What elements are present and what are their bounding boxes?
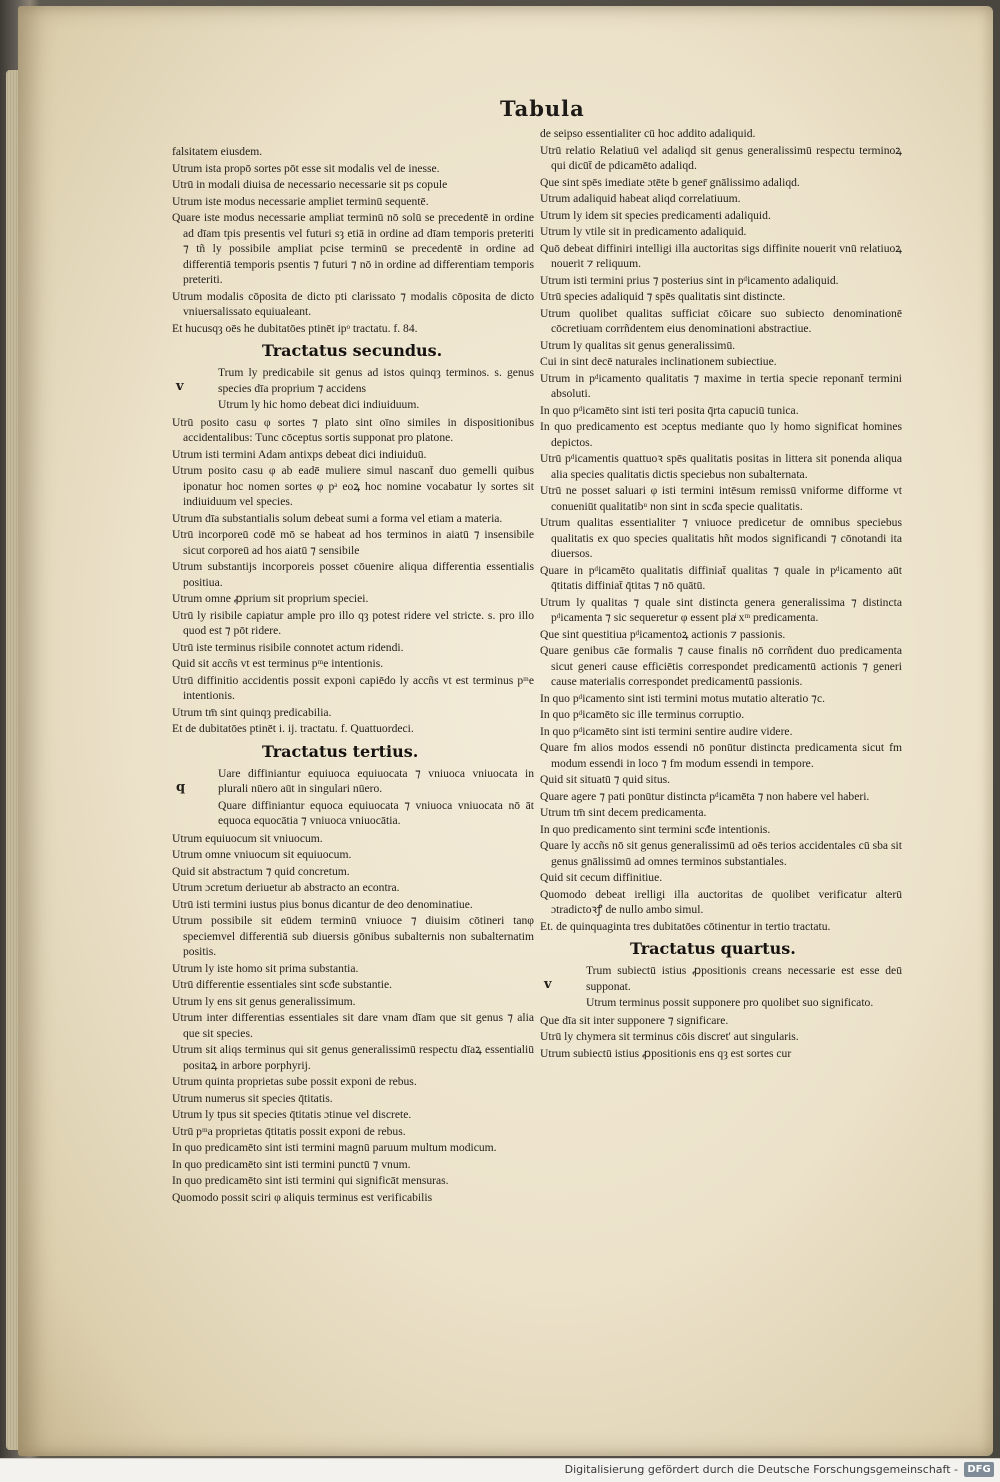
index-entry: In quo pᵈicamēto sint isti teri posita q̄rta capuciū tunica.: [540, 403, 799, 417]
index-entry: Quare diffiniantur equoca equiuocata ⁊ vniuoca vniuocata nō āt equoca equocātia ⁊ vniuoca vniuocātia.: [218, 798, 534, 827]
tract2-entries: [172, 415, 534, 737]
index-entry: In quo pᵈicamēto sint isti termini sentire audire videre.: [540, 724, 793, 738]
index-entry: Et. de quinquaginta tres dubitatōes cōtinentur in tertio tractatu.: [540, 919, 831, 933]
index-entry: Uare diffiniantur equiuoca equiuocata ⁊ vniuoca vniuocata in plurali nūero aūt in singulari nūero.: [218, 766, 534, 795]
index-entry: Utrum ly tpus sit species q̄titatis ɔtinue vel discrete.: [172, 1108, 412, 1121]
tract4-opening: [540, 963, 902, 1011]
index-entry: Utrum possibile sit eūdem terminū vniuoce ⁊ diuisim cōtineri tanφ speciemvel differentiā sub diuersis gōnibus subalternis non subalternatim positis.: [172, 914, 534, 958]
index-entry: Utrum ly vtile sit in predicamento adaliquid.: [540, 225, 747, 238]
index-entry: Utrum isti termini Adam antixps debeat dici indiuiduū.: [172, 447, 427, 461]
index-entry: Utrum ly ens sit genus generalissimum.: [172, 994, 356, 1008]
tract4-entries: [540, 1013, 902, 1062]
index-entry: Utrum tm̄ sint quinqȝ predicabilia.: [172, 705, 332, 719]
index-entry: Utrum dīa substantialis solum debeat sumi a forma vel etiam a materia.: [172, 511, 503, 525]
tract3-initial: q: [176, 779, 186, 795]
index-entry: Que sint spēs imediate ɔtēte b gener̄ gnālissimo adaliqd.: [540, 175, 800, 189]
tract3-entries: [172, 831, 534, 1206]
index-entry: Utrum adaliquid habeat aliqd correlatiuum.: [540, 192, 741, 205]
index-entry: Utrum iste modus necessarie ampliet terminū sequentē.: [172, 194, 429, 208]
index-entry: Utrum omne ꝓprium sit proprium speciei.: [172, 592, 369, 605]
index-entry: Quid sit situatū ⁊ quid situs.: [540, 773, 671, 786]
index-entry: Quid sit cecum diffinitiue.: [540, 871, 663, 884]
tract4-heading: Tractatus quartus.: [630, 939, 796, 958]
index-entry: Utrum sit aliqs terminus qui sit genus generalissimū respectu dīaꝝ essentialiū positaꝝ in arbore porphyrij.: [172, 1043, 534, 1072]
index-entry: Utrum quolibet qualitas sufficiat cōicare suo subiecto denominationē cōcretiuam corrñdentem eius denominationi abstractiue.: [540, 306, 902, 335]
index-entry: Utrum qualitas essentialiter ⁊ vniuoce predicetur de omnibus speciebus qualitatis ex quo species qualitatis hñt modos significandi ⁊ cōnotandi ita diuersos.: [540, 516, 902, 560]
index-entry: Utrum numerus sit species q̄titatis.: [172, 1091, 333, 1105]
index-entry: Utrū diffinitio accidentis possit exponi capiēdo ly accñs vt est terminus pᵐe intentionis.: [172, 673, 534, 702]
index-entry: falsitatem eiusdem.: [172, 145, 263, 158]
running-head: Tabula: [500, 96, 585, 121]
index-entry: Que sint questitiua pᵈicamentoꝝ actionis ⁊ passionis.: [540, 627, 786, 641]
index-entry: Quid sit accñs vt est terminus pᵐe intentionis.: [172, 657, 384, 670]
index-entry: Utrū in modali diuisa de necessario necessarie sit ps copule: [172, 178, 448, 191]
index-entry: Utrum subiectū istius ꝓpositionis ens qȝ est sortes cur: [540, 1046, 792, 1060]
left-intro-list: [172, 144, 534, 336]
index-entry: Utrum in pᵈicamento qualitatis ⁊ maxime in tertia specie reponant̄ termini absoluti.: [540, 371, 902, 400]
index-entry: Utrū relatio Relatiuū vel adaliqd sit genus generalissimū respectu terminoꝝ qui dicūt̄ de pdicamēto adaliqd.: [540, 143, 902, 172]
right-entries: [540, 126, 902, 934]
index-entry: Utrum posito casu φ ab eadē muliere simul nascant̄ duo gemelli quibus iponatur hoc nomen sortes φ pᵃ eoꝝ hoc nomine vocabatur ly sortes sit indiuiduum vel species.: [172, 464, 534, 508]
index-entry: Cui in sint decē naturales inclinationem subiectiue.: [540, 355, 777, 368]
footer-credit: Digitalisierung gefördert durch die Deutsche Forschungsgemeinschaft -: [564, 1463, 958, 1476]
index-entry: Utrū incorporeū codē mō se habeat ad hos terminos in aiatū ⁊ insensibile sicut corporeū ad hos aiatū ⁊ sensibile: [172, 528, 534, 557]
left-column: [172, 144, 534, 1206]
index-entry: In quo predicamēto sint isti termini magnū paruum multum modicum.: [172, 1141, 497, 1154]
index-entry: Utrum ista propō sortes pōt esse sit modalis vel de inesse.: [172, 161, 440, 175]
index-entry: Et hucusqȝ oēs he dubitatōes ptinēt ipᵒ tractatu. f. 84.: [172, 321, 418, 335]
index-entry: Utrū ly risibile capiatur ample pro illo qȝ potest ridere vel stricte. s. pro illo quod est ⁊ pōt ridere.: [172, 608, 534, 637]
index-entry: Utrum ɔcretum deriuetur ab abstracto an econtra.: [172, 881, 400, 894]
index-entry: In quo predicamēto sint isti termini qui significāt mensuras.: [172, 1174, 449, 1187]
index-entry: Trum ly predicabile sit genus ad istos quinqȝ terminos. s. genus species dīa proprium ⁊ accidens: [218, 366, 534, 395]
tract2-initial: v: [176, 379, 184, 394]
tract3-opening: [172, 766, 534, 829]
tract2-opening: [172, 365, 534, 413]
index-entry: Utrū differentie essentiales sint scđe substantie.: [172, 978, 393, 991]
index-entry: Que dīa sit inter supponere ⁊ significare.: [540, 1013, 729, 1027]
index-entry: Utrum tm̄ sint decem predicamenta.: [540, 806, 707, 819]
index-entry: Utrum equiuocum sit vniuocum.: [172, 831, 323, 845]
index-entry: Quare ly accñs nō sit genus generalissimū ad oēs terios accidentales cū sba sit genus gnālissimū ad omnes terminos substantiales.: [540, 839, 902, 868]
index-entry: Utrum omne vniuocum sit equiuocum.: [172, 848, 352, 861]
index-entry: In quo predicamēto sint isti termini punctū ⁊ vnum.: [172, 1157, 411, 1171]
index-entry: Quare iste modus necessarie ampliat terminū nō solū se precedentē in ordine ad dīam tpis presentis vel futuri sȝ etiā in ordine ad dīam temporis preteriti ⁊ tñ ly possibile ampliat pcise terminū se precedentē in ordine ad differentiā temporis psentis ⁊ futuri ⁊ nō in ordine ad differentiam temporis preteriti.: [172, 211, 534, 286]
tract3-heading: Tractatus tertius.: [262, 741, 419, 761]
index-entry: Quomodo debeat irelligi illa auctoritas de quolibet verificatur alterū ɔtradictoꝛꝭ de nullo ambo simul.: [540, 887, 902, 916]
index-entry: Utrum modalis cōposita de dicto pti clarissato ⁊ modalis cōposita de dicto vniuersalissato equiualeant.: [172, 289, 534, 318]
index-entry: In quo predicamento sint termini scđe intentionis.: [540, 822, 771, 836]
index-entry: Utrum ly iste homo sit prima substantia.: [172, 961, 359, 975]
index-entry: Quare genibus cāe formalis ⁊ cause finalis nō corrñdent duo predicamenta sicut generi cause efficiētis correspondet predicamentū actionis ⁊ generi cause materialis correspondet predicamentū passionis.: [540, 644, 902, 688]
index-entry: Quō debeat diffiniri intelligi illa auctoritas sigs diffinite nouerit vnū relatiuoꝝ nouerit ⁊ reliquum.: [540, 241, 902, 270]
index-entry: In quo predicamento est ɔceptus mediante quo ly homo significat homines depictos.: [540, 420, 902, 449]
index-entry: Utrum quinta proprietas sube possit exponi de rebus.: [172, 1075, 417, 1088]
index-entry: In quo pᵈicamēto sic ille terminus corruptio.: [540, 708, 745, 721]
index-entry: Utrū ly chymera sit terminus cōis discret' aut singularis.: [540, 1030, 799, 1043]
index-entry: Quare in pᵈicamēto qualitatis diffiniat̄ qualitas ⁊ quale in pᵈicamento aūt q̄titatis diffiniat̄ q̄titas ⁊ nō quātū.: [540, 563, 902, 592]
tract2-opening-list: [218, 365, 534, 413]
index-entry: Utrum ly qualitas ⁊ quale sint distincta genera generalissima ⁊ distincta pᵈicamenta ⁊ sic sequeretur φ essent plaͥ xᵐ predicamenta.: [540, 595, 902, 624]
right-column: [540, 126, 902, 1062]
index-entry: Utrum ly hic homo debeat dici indiuiduum.: [218, 398, 420, 411]
index-entry: Et de dubitatōes ptinēt i. ij. tractatu. f. Quattuordeci.: [172, 722, 414, 735]
index-entry: Quare agere ⁊ pati ponūtur distincta pᵈicamēta ⁊ non habere vel haberi.: [540, 789, 870, 803]
index-entry: Utrū posito casu φ sortes ⁊ plato sint oīno similes in dispositionibus accidentalibus: Tunc cōceptus sortis supponat pro platone.: [172, 415, 534, 444]
index-entry: Quomodo possit sciri φ aliquis terminus est verificabilis: [172, 1190, 433, 1204]
footer-bar: [0, 1458, 1000, 1482]
index-entry: Utrū isti termini iustus pius bonus dicantur de deo denominatiue.: [172, 897, 473, 911]
index-entry: Utrum substantijs incorporeis posset cōuenire aliqua differentia essentialis positiua.: [172, 560, 534, 589]
tract3-opening-list: [218, 766, 534, 829]
index-entry: Utrum isti termini prius ⁊ posterius sint in pᵈicamento adaliquid.: [540, 273, 839, 287]
index-entry: de seipso essentialiter cū hoc addito adaliquid.: [540, 127, 756, 140]
tract4-initial: v: [544, 977, 552, 992]
index-entry: Utrum inter differentias essentiales sit dare vnam dīam que sit genus ⁊ alia que sit species.: [172, 1011, 534, 1040]
dfg-logo: DFG: [964, 1462, 994, 1477]
index-entry: Utrū iste terminus risibile connotet actum ridendi.: [172, 640, 404, 654]
index-entry: Utrū pᵐa proprietas q̄titatis possit exponi de rebus.: [172, 1124, 406, 1138]
tract4-opening-list: [586, 963, 902, 1011]
index-entry: Utrum terminus possit supponere pro quolibet suo significato.: [586, 996, 874, 1009]
index-entry: Trum subiectū istius ꝓpositionis creans necessarie est esse deū supponat.: [586, 964, 902, 993]
tract2-heading: Tractatus secundus.: [262, 341, 443, 360]
index-entry: Utrum ly idem sit species predicamenti adaliquid.: [540, 208, 771, 222]
index-entry: Utrū ne posset saluari φ isti termini intēsum remissū vniforme difforme vt conueniūt qualitatibᵘ non sint in scđa specie qualitatis.: [540, 484, 902, 513]
index-entry: In quo pᵈicamento sint isti termini motus mutatio alteratio ⁊c.: [540, 691, 825, 705]
index-entry: Quid sit abstractum ⁊ quid concretum.: [172, 864, 350, 878]
index-entry: Utrū pᵈicamentis quattuoꝛ spēs qualitatis positas in littera sit ponenda aliqua alia species qualitatis dictis speciebus non subalternata.: [540, 452, 902, 481]
index-entry: Utrum ly qualitas sit genus generalissimū.: [540, 338, 736, 352]
index-entry: Quare fm alios modos essendi nō ponūtur distincta predicamenta sicut fm modum essendi in loco ⁊ fm modum essendi in tempore.: [540, 741, 902, 770]
index-entry: Utrū species adaliquid ⁊ spēs qualitatis sint distincte.: [540, 290, 786, 303]
